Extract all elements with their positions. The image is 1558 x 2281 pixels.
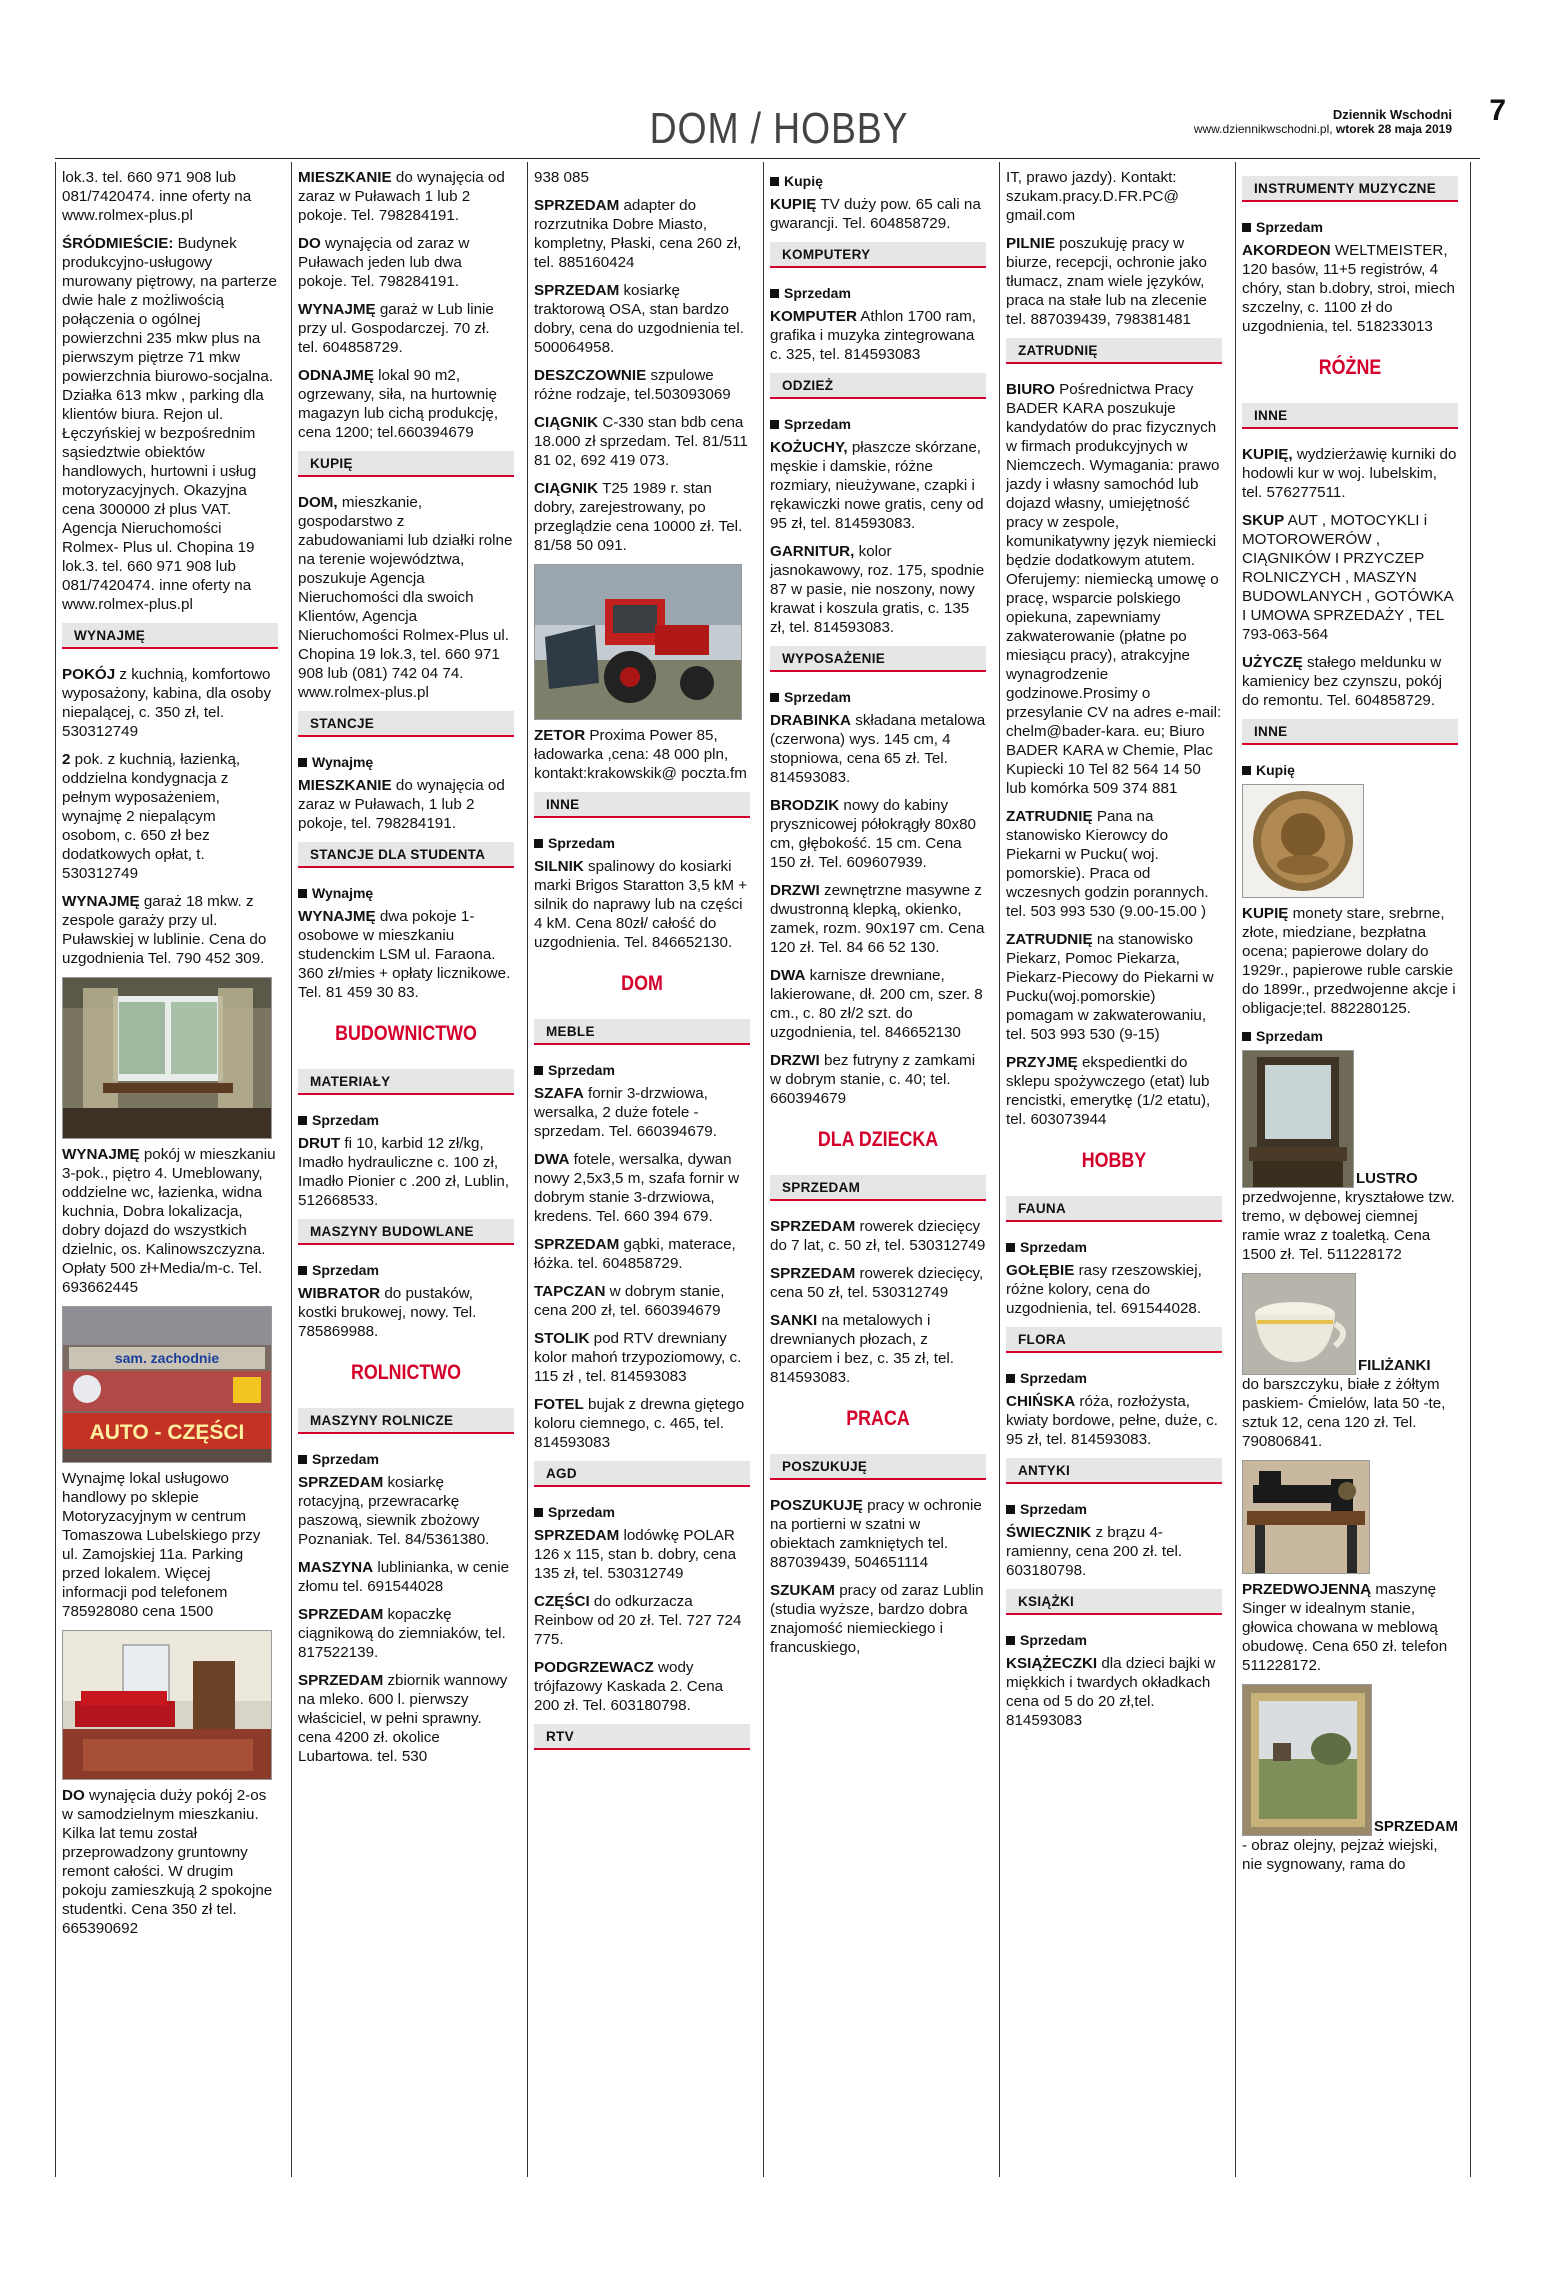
square-bullet-icon — [298, 889, 307, 898]
classified-ad: ODNAJMĘ lokal 90 m2, ogrzewany, siła, na hurtownię magazyn lub cichą produkcję, cena 1200; tel.660394679 — [298, 367, 499, 441]
section-header: STANCJE — [298, 711, 514, 737]
subsection-header: Sprzedam — [1242, 1027, 1458, 1046]
classified-ad: MIESZKANIE do wynajęcia od zaraz w Puławach 1 lub 2 pokoje. Tel. 798284191. — [298, 169, 505, 224]
square-bullet-icon — [1242, 766, 1251, 775]
classified-ad: GOŁĘBIE rasy rzeszowskiej, różne kolory, cena do uzgodnienia, tel. 691544028. — [1006, 1262, 1202, 1317]
classified-ad: DRABINKA składana metalowa (czerwona) wys. 145 cm, 4 stopniowa, cena 65 zł. Tel. 814593083. — [770, 712, 986, 786]
square-bullet-icon — [1006, 1243, 1015, 1252]
square-bullet-icon — [534, 839, 543, 848]
subsection-header: Sprzedam — [534, 834, 750, 853]
square-bullet-icon — [298, 1266, 307, 1275]
square-bullet-icon — [770, 289, 779, 298]
section-header: MASZYNY ROLNICZE — [298, 1408, 514, 1434]
classified-ad: GARNITUR, kolor jasnokawowy, roz. 175, spodnie 87 w pasie, nie noszony, nowy krawat i koszula gratis, c. 135 zł, tel. 814593083. — [770, 543, 985, 636]
room-photo — [62, 1630, 272, 1780]
column-6 — [1242, 168, 1458, 2173]
classified-ad: DOM, mieszkanie, gospodarstwo z zabudowaniami lub działki rolne na terenie województwa, poszukuje Agencja Nieruchomości dla swoich Klientów, Agencja Nieruchomości Rolmex-Plus ul. Chopina 19 lok.3, tel. 660 971 908 lub (081) 742 04 74. www.rolmex-plus.pl — [298, 494, 513, 701]
classified-ad: PRZYJMĘ ekspedientki do sklepu spożywczego (etat) lub rencistki, emerytkę (1/2 etatu), tel. 603073944 — [1006, 1054, 1211, 1128]
column-divider — [999, 162, 1000, 2177]
header-rule — [55, 158, 1480, 159]
cup-photo — [1242, 1273, 1356, 1375]
column-divider — [291, 162, 292, 2177]
column-divider — [763, 162, 764, 2177]
section-header: MEBLE — [534, 1019, 750, 1045]
section-title: DOM / HOBBY — [649, 104, 909, 153]
category-heading: PRACA — [846, 1407, 910, 1430]
classified-ad: CIĄGNIK T25 1989 r. stan dobry, zarejestrowany, po przeglądzie cena 10000 zł. Tel. 81/58 50 091. — [534, 480, 743, 554]
section-header: KOMPUTERY — [770, 242, 986, 268]
square-bullet-icon — [298, 1455, 307, 1464]
classified-ad: PILNIE poszukuję pracy w biurze, recepcji, ochronie jako tłumacz, znam wiele języków, praca na stałe lub na zlecenie tel. 887039439, 798381481 — [1006, 235, 1207, 328]
classified-ad: SZAFA fornir 3-drzwiowa, wersalka, 2 duże fotele - sprzedam. Tel. 660394679. — [534, 1085, 717, 1140]
classified-ad: ZATRUDNIĘ na stanowisko Piekarz, Pomoc Piekarza, Piekarz-Piecowy do Piekarni w Pucku(woj.pomorskie) pomagam w zakwaterowaniu, tel. 503 993 530 (9-15) — [1006, 931, 1214, 1043]
column-2 — [298, 168, 514, 2173]
subsection-header: Kupię — [1242, 761, 1458, 780]
square-bullet-icon — [534, 1508, 543, 1517]
classified-ad: CZĘŚCI do odkurzacza Reinbow od 20 zł. Tel. 727 724 775. — [534, 1593, 742, 1648]
section-header: INNE — [534, 792, 750, 818]
classified-ad: TAPCZAN w dobrym stanie, cena 200 zł, tel. 660394679 — [534, 1283, 725, 1319]
classified-ad: PODGRZEWACZ wody trójfazowy Kaskada 2. Cena 200 zł. Tel. 603180798. — [534, 1659, 724, 1714]
room-photo — [62, 977, 272, 1139]
classified-ad: 938 085 — [534, 169, 589, 186]
classified-ad: SPRZEDAM kosiarkę rotacyjną, przewracarkę paszową, siewnik zbożowy Poznaniak. Tel. 84/5361380. — [298, 1474, 490, 1548]
classified-ad: WIBRATOR do pustaków, kostki brukowej, nowy. Tel. 785869988. — [298, 1285, 477, 1340]
issue-date: wtorek 28 maja 2019 — [1335, 122, 1452, 136]
ad-photo-row: FILIŻANKI — [1242, 1273, 1458, 1375]
classified-ad: DWA fotele, wersalka, dywan nowy 2,5x3,5 m, szafa fornir w dobrym stanie 3-drzwiowa, kredens. Tel. 660 394 679. — [534, 1151, 740, 1225]
classified-ad: przedwojenne, kryształowe tzw. tremo, w dębowej ciemnej ramie wraz z toaletką. Cena 1500 zł. Tel. 511228172 — [1242, 1189, 1455, 1263]
website-link[interactable]: www.dziennikwschodni.pl — [1193, 122, 1330, 136]
subsection-header: Sprzedam — [1006, 1238, 1222, 1257]
column-divider — [1470, 162, 1471, 2177]
masthead: Dziennik Wschodni www.dziennikwschodni.pl, wtorek 28 maja 2019 7 — [1193, 94, 1506, 136]
classified-ad: SPRZEDAM rowerek dziecięcy, cena 50 zł, tel. 530312749 — [770, 1265, 984, 1301]
ad-photo-row: SPRZEDAM — [1242, 1684, 1458, 1836]
subsection-header: Sprzedam — [1006, 1500, 1222, 1519]
classified-ad: DESZCZOWNIE szpulowe różne rodzaje, tel.503093069 — [534, 367, 731, 403]
section-header: WYNAJMĘ — [62, 623, 278, 649]
subsection-header: Sprzedam — [770, 284, 986, 303]
shop-sign-lower: AUTO - CZĘŚCI — [89, 1421, 245, 1444]
classified-ad: KUPIĘ monety stare, srebrne, złote, miedziane, bezpłatna ocena; papierowe dolary do 1929r., papierowe ruble carskie do 1899r., przedwojenne akcje i obligacje;tel. 882280125. — [1242, 905, 1456, 1017]
category-heading: RÓŻNE — [1318, 356, 1382, 379]
classified-ad: ŚWIECZNIK z brązu 4-ramienny, cena 200 zł. tel. 603180798. — [1006, 1524, 1183, 1579]
classified-ad: DWA karnisze drewniane, lakierowane, dł. 200 cm, szer. 8 cm., c. 80 zł/2 szt. do uzgodnienia, tel. 846652130 — [770, 967, 983, 1041]
square-bullet-icon — [1242, 1032, 1251, 1041]
section-header: SPRZEDAM — [770, 1175, 986, 1201]
classified-ad: SPRZEDAM rowerek dziecięcy do 7 lat, c. 50 zł, tel. 530312749 — [770, 1218, 986, 1254]
classified-ad: PRZEDWOJENNĄ maszynę Singer w idealnym stanie, głowica chowana w meblową obudowę. Cena 650 zł. telefon 511228172. — [1242, 1581, 1448, 1674]
section-header: RTV — [534, 1724, 750, 1750]
column-divider — [1235, 162, 1236, 2177]
classified-ad: BIURO Pośrednictwa Pracy BADER KARA poszukuje kandydatów do prac fizycznych w firmach produkcyjnych w Niemczech. Wymagania: prawo jazdy i własny samochód lub dojazd własny, umiejętność pracy w zespole, komunikatywny język niemiecki będzie dodatkowym atutem. Oferujemy: niemiecką umowę o pracę, wsparcie polskiego opiekuna, zapewniamy zakwaterowanie (płatne po miesiącu pracy), atrakcyjne wynagrodzenie godzinowe.Prosimy o przesylanie CV na adres e-mail: chelm@bader-kara. eu; Biuro BADER KARA w Chemie, Plac Kupiecki 10 Tel 82 564 14 50 lub komórka 509 374 881 — [1006, 381, 1222, 797]
section-header: INSTRUMENTY MUZYCZNE — [1242, 176, 1458, 202]
classified-ad: Wynajmę lokal usługowo handlowy po sklepie Motoryzacyjnym w centrum Tomaszowa Lubelskiego przy ul. Zamojskiej 11a. Parking przed lokalem. Więcej informacji pod telefonem 785928080 cena 1500 — [62, 1470, 261, 1620]
category-heading: HOBBY — [1081, 1149, 1147, 1172]
section-header: MATERIAŁY — [298, 1069, 514, 1095]
page-number: 7 — [1489, 94, 1506, 127]
classified-ad: DRZWI zewnętrzne masywne z dwustronną klepką, okienko, zamek, rozm. 90x197 cm. Cena 120 zł. Tel. 84 66 52 130. — [770, 882, 985, 956]
classified-ad: STOLIK pod RTV drewniany kolor mahoń trzypoziomowy, c. 115 zł , tel. 814593083 — [534, 1330, 742, 1385]
classified-ad: SZUKAM pracy od zaraz Lublin (studia wyższe, bardzo dobra znajomość niemieckiego i francuskiego, — [770, 1582, 984, 1656]
classified-ad: KUPIĘ, wydzierżawię kurniki do hodowli kur w woj. lubelskim, tel. 576277511. — [1242, 446, 1457, 501]
classified-ad: DRZWI bez futryny z zamkami w dobrym stanie, c. 40; tel. 660394679 — [770, 1052, 976, 1107]
classified-ad: CIĄGNIK C-330 stan bdb cena 18.000 zł sprzedam. Tel. 81/511 81 02, 692 419 073. — [534, 414, 748, 469]
square-bullet-icon — [770, 693, 779, 702]
section-header: POSZUKUJĘ — [770, 1454, 986, 1480]
classified-ad: DRUT fi 10, karbid 12 zł/kg, Imadło hydrauliczne c. 100 zł, Imadło Pionier c .200 zł, Lublin, 512668533. — [298, 1135, 510, 1209]
category-heading: DOM — [621, 972, 663, 995]
tractor-photo — [534, 564, 742, 720]
category-heading: BUDOWNICTWO — [335, 1022, 477, 1045]
section-header: KSIĄŻKI — [1006, 1589, 1222, 1615]
column-3 — [534, 168, 750, 2173]
subsection-header: Kupię — [770, 172, 986, 191]
classified-ad: WYNAJMĘ garaż w Lub linie przy ul. Gospodarczej. 70 zł. tel. 604858729. — [298, 301, 494, 356]
section-header: ZATRUDNIĘ — [1006, 338, 1222, 364]
subsection-header: Sprzedam — [1006, 1631, 1222, 1650]
classified-ad: WYNAJMĘ pokój w mieszkaniu 3-pok., piętro 4. Umeblowany, oddzielne wc, łazienka, widna kuchnia, Dobra lokalizacja, dobry dojazd do wszystkich dzielnic, os. Kalinowszczyzna. Opłaty 500 zł+Media/m-c. Tel. 693662445 — [62, 1146, 276, 1296]
classified-ad: KSIĄŻECZKI dla dzieci bajki w miękkich i twardych okładkach cena od 5 do 20 zł,tel. 814593083 — [1006, 1655, 1216, 1729]
shop-sign-upper: sam. zachodnie — [114, 1350, 220, 1366]
subsection-header: Sprzedam — [298, 1111, 514, 1130]
square-bullet-icon — [1006, 1374, 1015, 1383]
ad-photo-row: LUSTRO — [1242, 1050, 1458, 1188]
classified-ad: POSZUKUJĘ pracy w ochronie na portierni w szatni w obiektach zamkniętych tel. 887039439, 504651114 — [770, 1497, 982, 1571]
square-bullet-icon — [534, 1066, 543, 1075]
square-bullet-icon — [298, 758, 307, 767]
section-header: FAUNA — [1006, 1196, 1222, 1222]
section-header: WYPOSAŻENIE — [770, 646, 986, 672]
classified-ad: ŚRÓDMIEŚCIE: Budynek produkcyjno-usługowy murowany piętrowy, na parterze dwie hale z możliwością połączenia o ogólnej powierzchni 235 mkw plus na pierwszym piętrze 71 mkw powierzchnia biurowo-socjalna. Działka 613 mkw , parking dla klientów biura. Rejon ul. Łęczyńskiej w bezpośrednim sąsiedztwie obiektów handlowych, hurtowni i usług motoryzacyjnych. Okazyjna cena 300000 zł plus VAT. Agencja Nieruchomości Rolmex- Plus ul. Chopina 19 lok.3. tel. 660 971 908 lub 081/7420474. inne oferty na www.rolmex-plus.pl — [62, 235, 277, 613]
subsection-header: Sprzedam — [770, 688, 986, 707]
classified-ad: MIESZKANIE do wynajęcia od zaraz w Puławach, 1 lub 2 pokoje, tel. 798284191. — [298, 777, 505, 832]
classified-ad: 2 pok. z kuchnią, łazienką, oddzielna kondygnacja z pełnym wyposażeniem, wynajmę 2 niepalącym osobom, c. 650 zł bez dodatkowych opłat, t. 530312749 — [62, 751, 241, 882]
classified-ad: IT, prawo jazdy). Kontakt: szukam.pracy.D.FR.PC@ gmail.com — [1006, 169, 1179, 224]
subsection-header: Wynajmę — [298, 884, 514, 903]
subsection-header: Wynajmę — [298, 753, 514, 772]
subsection-header: Sprzedam — [298, 1450, 514, 1469]
classified-ad: - obraz olejny, pejzaż wiejski, nie sygnowany, rama do — [1242, 1837, 1438, 1873]
classified-ad: SPRZEDAM adapter do rozrzutnika Dobre Miasto, kompletny, Płaski, cena 260 zł, tel. 885160424 — [534, 197, 742, 271]
subsection-header: Sprzedam — [770, 415, 986, 434]
classified-ad: SPRZEDAM lodówkę POLAR 126 x 115, stan b. dobry, cena 135 zł, tel. 530312749 — [534, 1527, 737, 1582]
subsection-header: Sprzedam — [298, 1261, 514, 1280]
section-header: INNE — [1242, 719, 1458, 745]
classified-ad: CHIŃSKA róża, rozłożysta, kwiaty bordowe, pełne, duże, c. 95 zł, tel. 814593083. — [1006, 1393, 1218, 1448]
classified-ad: WYNAJMĘ garaż 18 mkw. z zespole garaży przy ul. Puławskiej w lublinie. Cena do uzgodnienia Tel. 790 452 309. — [62, 893, 267, 967]
section-header: ODZIEŻ — [770, 373, 986, 399]
classified-ad: SILNIK spalinowy do kosiarki marki Brigos Staratton 3,5 kM + silnik do naprawy lub na części 4 kM. Cena 80zł/ całość do uzgodnienia. Tel. 846652130. — [534, 858, 748, 951]
square-bullet-icon — [770, 420, 779, 429]
square-bullet-icon — [1006, 1505, 1015, 1514]
subsection-header: Sprzedam — [534, 1503, 750, 1522]
classified-ad: ZATRUDNIĘ Pana na stanowisko Kierowcy do Piekarni w Pucku( woj. pomorskie). Praca od wczesnych godzin porannych. tel. 503 993 530 (9.00-15.00 ) — [1006, 808, 1209, 920]
square-bullet-icon — [770, 177, 779, 186]
classified-ad: KUPIĘ TV duży pow. 65 cali na gwarancji. Tel. 604858729. — [770, 196, 981, 232]
classified-ad: AKORDEON WELTMEISTER, 120 basów, 11+5 registrów, 4 chóry, stan b.dobry, stroi, miech szczelny, c. 1100 zł do uzgodnienia, tel. 518233013 — [1242, 242, 1455, 335]
sewing-machine-photo — [1242, 1460, 1370, 1574]
classified-ad: KOŻUCHY, płaszcze skórzane, męskie i damskie, różne rozmiary, nieużywane, czapki i rękawiczki nowe gratis, ceny od 95 zł, tel. 814593083. — [770, 439, 984, 532]
coin-photo — [1242, 784, 1364, 898]
classified-ad: MASZYNA lublinianka, w cenie złomu tel. 691544028 — [298, 1559, 510, 1595]
column-divider — [527, 162, 528, 2177]
category-heading: DLA DZIECKA — [817, 1128, 939, 1151]
section-header: AGD — [534, 1461, 750, 1487]
classified-ad: lok.3. tel. 660 971 908 lub 081/7420474. inne oferty na www.rolmex-plus.pl — [62, 169, 252, 224]
column-5 — [1006, 168, 1222, 2173]
section-header: MASZYNY BUDOWLANE — [298, 1219, 514, 1245]
classified-ad: SKUP AUT , MOTOCYKLI i MOTOROWERÓW , CIĄGNIKÓW I PRZYCZEP ROLNICZYCH , MASZYN BUDOWLANYCH , GOTÓWKA I UMOWA SPRZEDAŻY , TEL 793-063-564 — [1242, 512, 1453, 643]
brand-name: Dziennik Wschodni — [1332, 107, 1452, 122]
square-bullet-icon — [298, 1116, 307, 1125]
classified-ad: KOMPUTER Athlon 1700 ram, grafika i muzyka zintegrowana c. 325, tel. 814593083 — [770, 308, 976, 363]
classified-ad: SPRZEDAM kosiarkę traktorową OSA, stan bardzo dobry, cena do uzgodnienia tel. 500064958. — [534, 282, 744, 356]
shop-photo — [62, 1306, 272, 1463]
subsection-header: Sprzedam — [1242, 218, 1458, 237]
classified-ad: SPRZEDAM zbiornik wannowy na mleko. 600 l. pierwszy właściciel, w pełni sprawny. cena 4200 zł. okolice Lubartowa. tel. 530 — [298, 1672, 508, 1765]
section-header: KUPIĘ — [298, 451, 514, 477]
square-bullet-icon — [1242, 223, 1251, 232]
classified-ad: DO wynajęcia od zaraz w Puławach jeden lub dwa pokoje. Tel. 798284191. — [298, 235, 470, 290]
classified-ad: do barszczyku, białe z żółtym paskiem- Ćmielów, lata 50 -te, sztuk 12, cena 120 zł. Tel. 790806841. — [1242, 1376, 1446, 1450]
classified-ad: DO wynajęcia duży pokój 2-os w samodzielnym mieszkaniu. Kilka lat temu został przeprowadzony gruntowny remont całości. W drugim pokoju zamieszkują 2 spokojne studentki. Cena 350 zł tel. 665390692 — [62, 1787, 273, 1937]
column-4 — [770, 168, 986, 2173]
square-bullet-icon — [1006, 1636, 1015, 1645]
classified-ad: POKÓJ z kuchnią, komfortowo wyposażony, kabina, dla osoby niepalącej, c. 350 zł, tel. 530312749 — [62, 666, 272, 740]
section-header: STANCJE DLA STUDENTA — [298, 842, 514, 868]
section-header: ANTYKI — [1006, 1458, 1222, 1484]
subsection-header: Sprzedam — [1006, 1369, 1222, 1388]
column-1 — [62, 168, 278, 2173]
section-header: FLORA — [1006, 1327, 1222, 1353]
classified-ad: BRODZIK nowy do kabiny prysznicowej półokrągły 80x80 cm, głębokość. 15 cm. Cena 150 zł. Tel. 609607939. — [770, 797, 976, 871]
painting-photo — [1242, 1684, 1372, 1836]
classified-ad: FOTEL bujak z drewna giętego koloru ciemnego, c. 465, tel. 814593083 — [534, 1396, 745, 1451]
classified-ad: SANKI na metalowych i drewnianych płozach, z oparciem i bez, c. 35 zł, tel. 814593083. — [770, 1312, 955, 1386]
column-divider — [55, 162, 56, 2177]
classified-ad: UŻYCZĘ stałego meldunku w kamienicy bez czynszu, pokój do remontu. Tel. 604858729. — [1242, 654, 1443, 709]
category-heading: ROLNICTWO — [350, 1361, 462, 1384]
mirror-photo — [1242, 1050, 1354, 1188]
classified-ad: SPRZEDAM kopaczkę ciągnikową do ziemniaków, tel. 817522139. — [298, 1606, 506, 1661]
classified-ad: WYNAJMĘ dwa pokoje 1-osobowe w mieszkaniu studenckim LSM ul. Faraona. 360 zł/mies + opłaty licznikowe. Tel. 81 459 30 83. — [298, 908, 511, 1001]
classified-ad: ZETOR Proxima Power 85, ładowarka ,cena: 48 000 pln, kontakt:krakowskik@ poczta.fm — [534, 727, 747, 782]
subsection-header: Sprzedam — [534, 1061, 750, 1080]
section-header: INNE — [1242, 403, 1458, 429]
classified-ad: SPRZEDAM gąbki, materace, łóżka. tel. 604858729. — [534, 1236, 736, 1272]
